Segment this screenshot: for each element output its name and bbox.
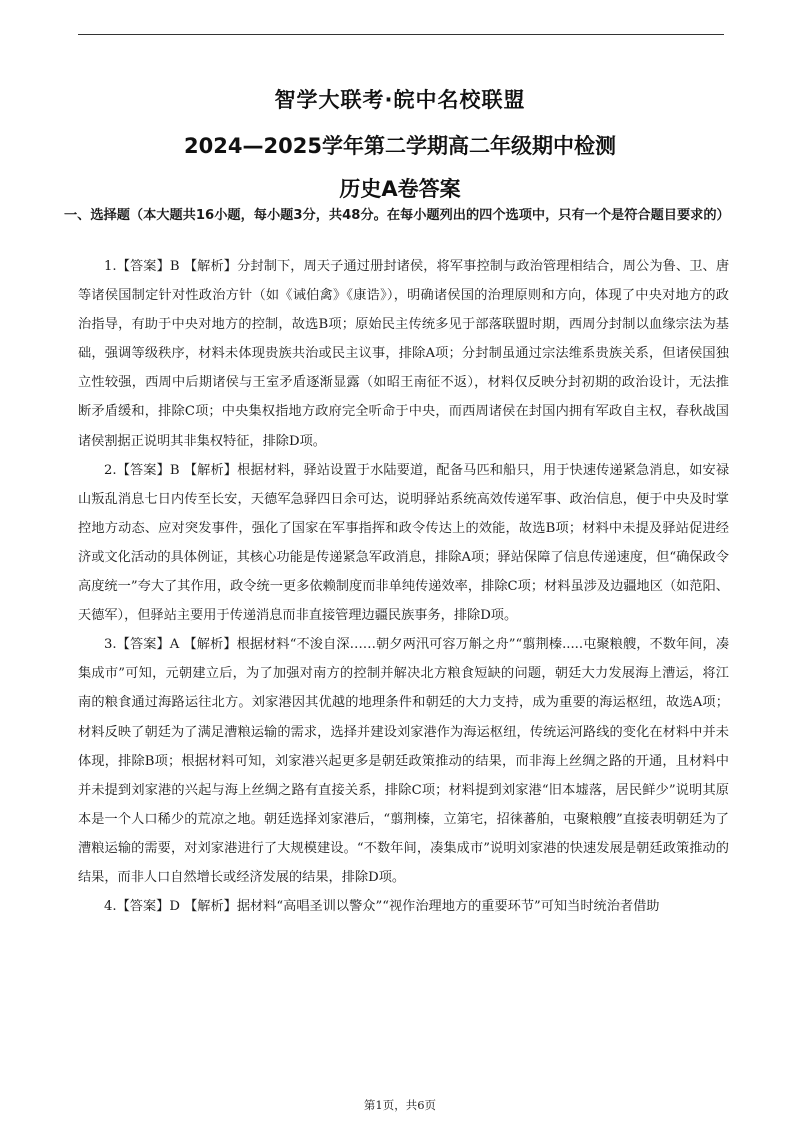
answer-tag: 【答案】A 【解析】	[116, 637, 237, 653]
answer-explanation: 根据材料，驿站设置于水陆要道，配备马匹和船只，用于快速传递紧急消息，如安禄山叛乱消息七日内传至长安，天德军急驿四日余可达，说明驿站系统高效传递军事、政治信息，便于中央及时掌控地方动态、应对突发事件，强化了国家在军事指挥和政令传达上的效能，故选B项；材料中未提及驿站促进经济或文化活动的具体例证，其核心功能是传递紧急军政消息，排除A项；驿站保障了信息传递速度，但“确保政令高度统一”夸大了其作用，政令统一更多依赖制度而非单纯传递效率，排除C项；材料虽涉及边疆地区（如范阳、天德军），但驿站主要用于传递消息而非直接管理边疆民族事务，排除D项。	[78, 462, 730, 624]
answer-explanation: 根据材料“不浚自深……朝夕两汛可容万斛之舟”“翦荆榛.....屯聚粮艘，不数年间，凑集成市”可知，元朝建立后，为了加强对南方的控制并解决北方粮食短缺的问题，朝廷大力发展海上漕运，将江南的粮食通过海路运往北方。刘家港因其优越的地理条件和朝廷的大力支持，成为重要的海运枢纽，故选A项；材料反映了朝廷为了满足漕粮运输的需求，选择并建设刘家港作为海运枢纽，传统运河路线的变化在材料中并未体现，排除B项；根据材料可知，刘家港兴起更多是朝廷政策推动的结果，而非海上丝绸之路的开通，且材料中并未提到刘家港的兴起与海上丝绸之路有直接关系，排除C项；材料提到刘家港“旧本墟落，居民鲜少”说明其原本是一个人口稀少的荒凉之地。朝廷选择刘家港后，“翦荆榛，立第宅，招徕蕃舶，屯聚粮艘”直接表明朝廷为了漕粮运输的需要，对刘家港进行了大规模建设。“不数年间，凑集成市”说明刘家港的快速发展是朝廷政策推动的结果，而非人口自然增长或经济发展的结果，排除D项。	[78, 637, 730, 885]
answer-item-3	[78, 630, 729, 892]
answer-explanation: 据材料“高唱圣训以警众”“视作治理地方的重要环节”可知当时统治者借助	[236, 899, 660, 915]
exam-organizer-title: 智学大联考·皖中名校联盟	[274, 88, 526, 112]
answer-key-title: 历史A卷答案	[339, 177, 461, 201]
answer-list	[78, 252, 729, 921]
answer-number: 3.	[104, 637, 117, 653]
answer-explanation: 分封制下，周天子通过册封诸侯，将军事控制与政治管理相结合，周公为鲁、卫、唐等诸侯国制定针对性政治方针（如《诫伯禽》《康诰》），明确诸侯国的治理原则和方向，体现了中央对地方的政治指导，有助于中央对地方的控制，故选B项；原始民主传统多见于部落联盟时期，西周分封制以血缘宗法为基础，强调等级秩序，材料未体现贵族共治或民主议事，排除A项；分封制虽通过宗法维系贵族关系，但诸侯国独立性较强，西周中后期诸侯与王室矛盾逐渐显露（如昭王南征不返），材料仅反映分封初期的政治设计，无法推断矛盾缓和，排除C项；中央集权指地方政府完全听命于中央，而西周诸侯在封国内拥有军政自主权，春秋战国诸侯割据正说明其非集权特征，排除D项。	[78, 259, 730, 449]
answer-tag: 【答案】B 【解析】	[116, 462, 238, 478]
exam-session-title: 2024—2025学年第二学期高二年级期中检测	[184, 134, 616, 158]
answer-item-2	[78, 456, 729, 631]
answer-number: 4.	[104, 899, 117, 915]
top-rule	[78, 34, 724, 35]
section-heading: 一、选择题（本大题共16小题，每小题3分，共48分。在每小题列出的四个选项中，只有一个是符合题目要求的）	[64, 208, 730, 223]
answer-number: 2.	[104, 462, 117, 478]
answer-tag: 【答案】D 【解析】	[116, 899, 237, 915]
answer-tag: 【答案】B 【解析】	[116, 259, 238, 274]
answer-item-4	[78, 892, 729, 921]
page-number: 第1页，共6页	[363, 1098, 437, 1112]
answer-item-1	[78, 252, 729, 456]
answer-number: 1.	[104, 259, 117, 274]
